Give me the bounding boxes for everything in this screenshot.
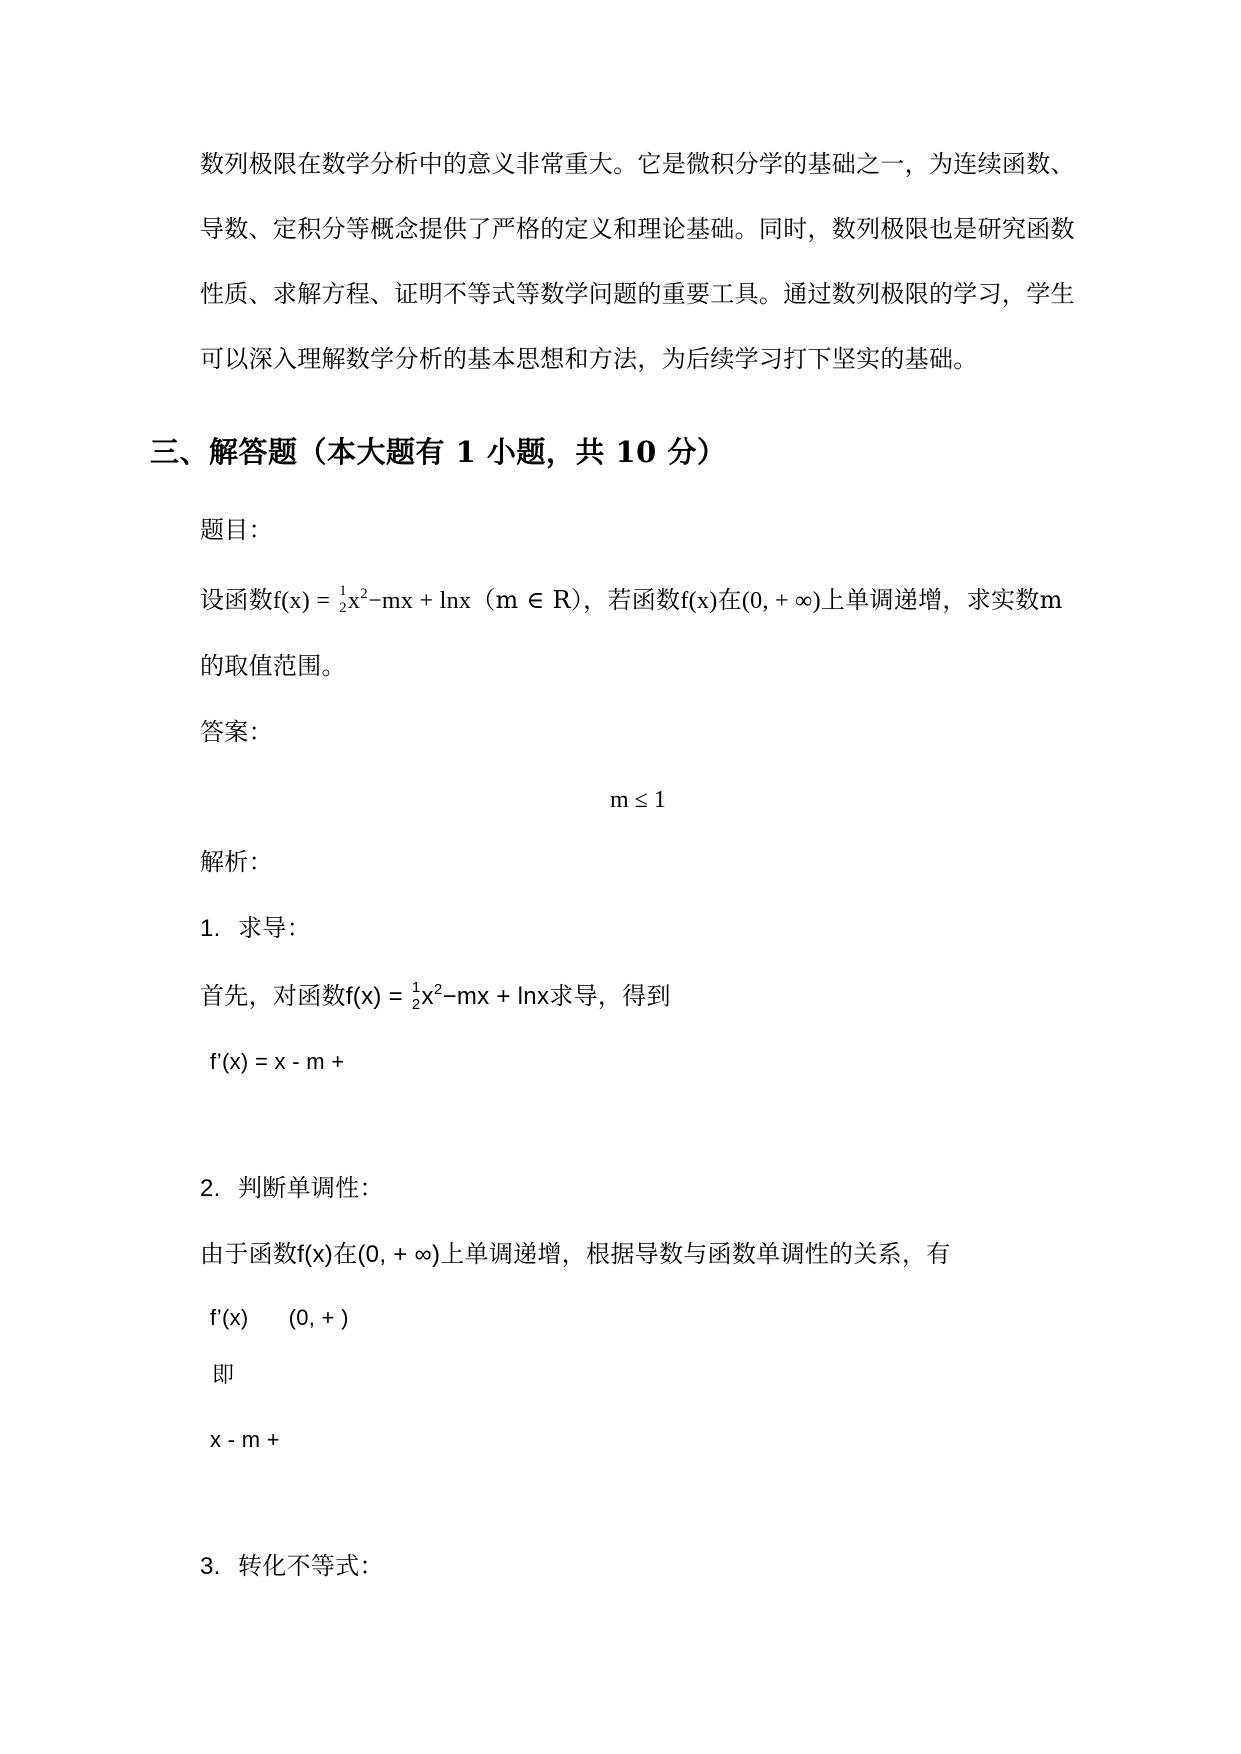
step-1-heading [200, 912, 311, 945]
step-2-expr-1-interval: (0, + ) [288, 1305, 349, 1330]
question-frac-den: 2 [339, 599, 347, 616]
step-1-derivative: f’(x) = x - m + [210, 1049, 345, 1074]
step-2-title: 判断单调性： [238, 1174, 384, 1202]
step-2-suffix: 上单调递增，根据导数与函数单调性的关系，有 [440, 1240, 951, 1268]
step-3-title: 转化不等式： [238, 1552, 384, 1580]
step-2-expr-2: x - m + [210, 1427, 280, 1452]
step-1-frac-num: 1 [411, 978, 421, 996]
question-label: 题目： [200, 516, 273, 544]
question-func: f(x) = [272, 588, 331, 614]
question-condition: （m ∈ R），若函数 [471, 586, 681, 614]
intro-line-3: 性质、求解方程、证明不等式等数学问题的重要工具。通过数列极限的学习，学生 [200, 280, 1075, 308]
question-exponent: 2 [360, 586, 369, 602]
question-line-2: 的取值范围。 [200, 652, 346, 680]
step-1-number: 1. [200, 915, 221, 942]
intro-line-2: 导数、定积分等概念提供了严格的定义和理论基础。同时，数列极限也是研究函数 [200, 215, 1075, 243]
step-1-func: f(x) = [345, 983, 403, 1010]
step-2-func: f(x) [297, 1241, 334, 1268]
question-x: x [347, 588, 361, 614]
intro-line-4: 可以深入理解数学分析的基本思想和方法，为后续学习打下坚实的基础。 [200, 345, 978, 373]
step-1-frac-den: 2 [411, 995, 421, 1013]
step-2-expr-1 [210, 1302, 349, 1334]
step-2-interval: (0, + ∞) [357, 1241, 441, 1268]
question-rest: −mx + lnx [368, 588, 472, 614]
step-1-exponent: 2 [433, 981, 443, 998]
analysis-label: 解析： [200, 848, 273, 876]
question-interval: (0, + ∞) [741, 588, 821, 614]
step-2-text [200, 1238, 951, 1271]
step-1-x: x [421, 983, 434, 1010]
question-line-1 [200, 584, 1063, 618]
step-1-title: 求导： [238, 914, 311, 942]
step-2-prefix: 由于函数 [200, 1240, 298, 1268]
answer-label: 答案： [200, 718, 273, 746]
step-2-expr-1-func: f’(x) [210, 1305, 249, 1330]
question-prefix: 设函数 [200, 586, 273, 614]
section-heading: 三、解答题（本大题有 1 小题，共 10 分） [150, 435, 727, 469]
step-2-heading [200, 1172, 384, 1205]
step-1-suffix: 求导，得到 [549, 982, 671, 1010]
step-1-rest: −mx + lnx [442, 983, 550, 1010]
question-suffix: 上单调递增，求实数m [820, 586, 1063, 614]
question-fraction [339, 584, 347, 616]
question-in: 在 [717, 586, 742, 614]
step-1-fraction [412, 980, 421, 1012]
step-2-ji: 即 [212, 1363, 235, 1388]
step-3-number: 3. [200, 1553, 221, 1580]
step-2-in: 在 [333, 1240, 358, 1268]
step-3-heading [200, 1550, 384, 1583]
step-1-prefix: 首先，对函数 [200, 982, 346, 1010]
question-frac-num: 1 [339, 582, 347, 599]
answer-value: m ≤ 1 [610, 787, 666, 813]
step-2-number: 2. [200, 1175, 221, 1202]
intro-line-1: 数列极限在数学分析中的意义非常重大。它是微积分学的基础之一，为连续函数、 [200, 150, 1075, 178]
step-1-text [200, 980, 671, 1014]
question-func-2: f(x) [680, 588, 718, 614]
